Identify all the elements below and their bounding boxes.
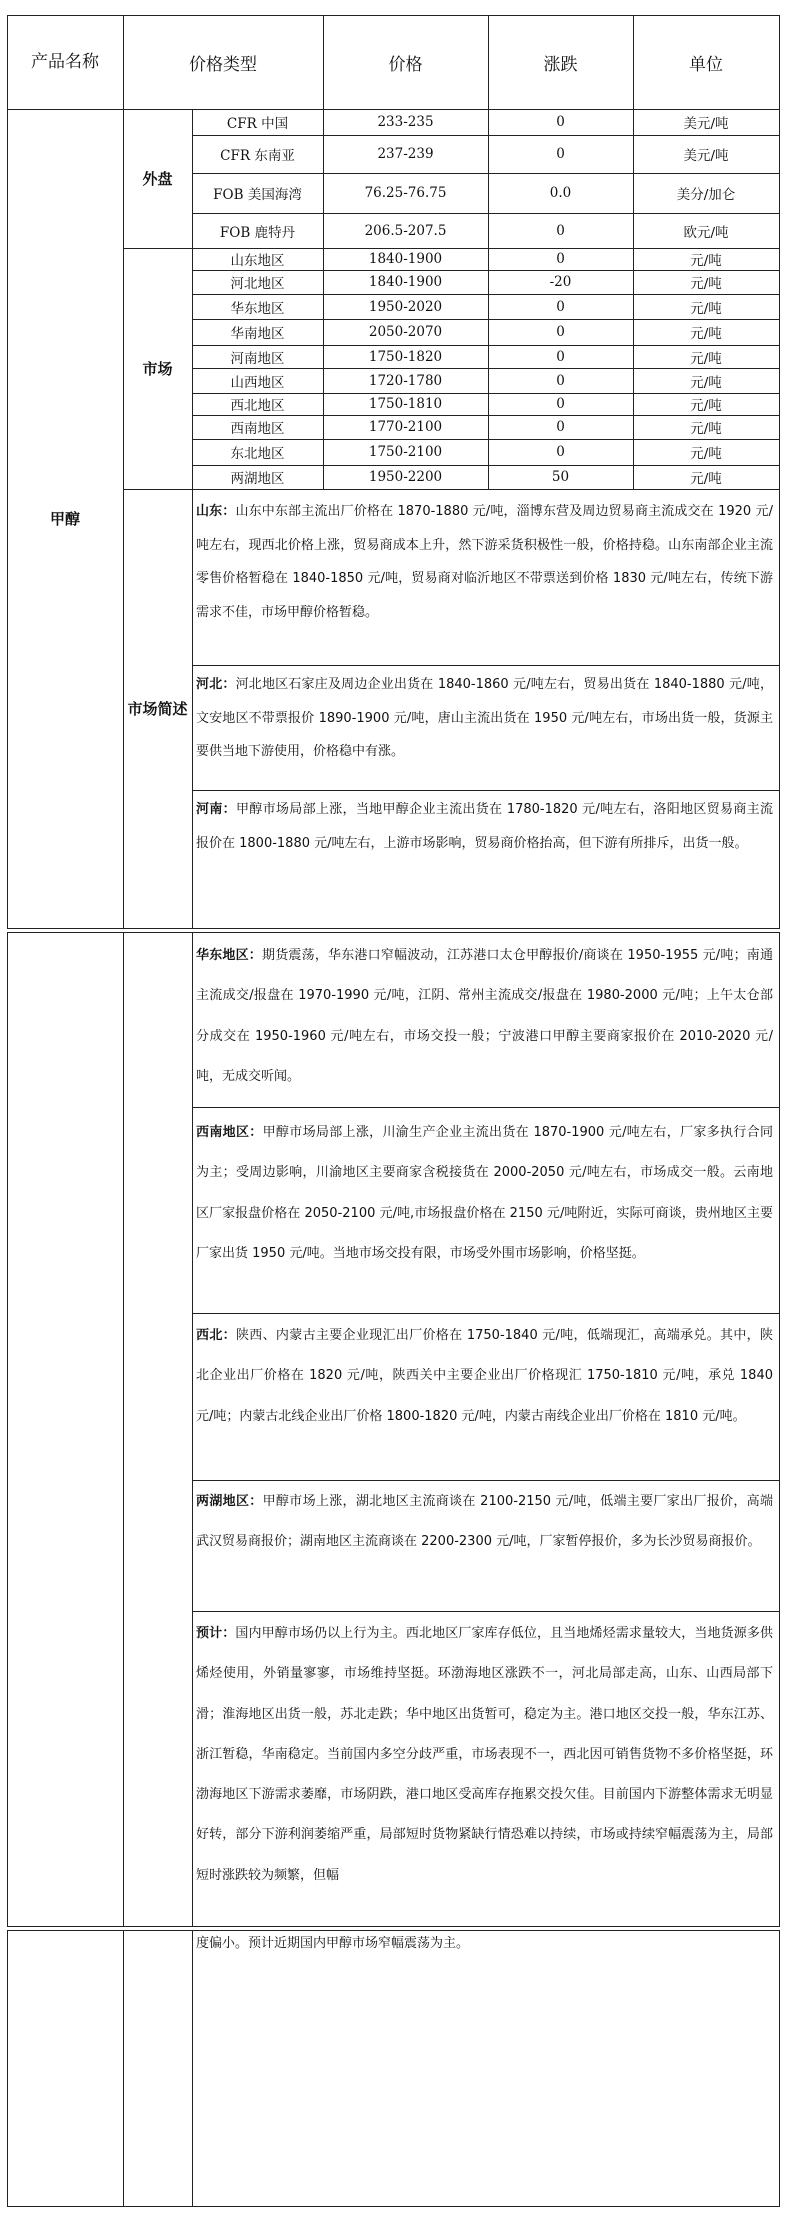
outer-row-type: CFR 中国	[226, 116, 289, 132]
outer-row-change: 0	[556, 146, 565, 162]
summary-forecast	[192, 1614, 779, 1924]
grid-line	[192, 345, 780, 346]
outer-row-type: FOB 美国海湾	[213, 187, 302, 203]
grid-line	[192, 270, 780, 271]
summary-henan	[192, 793, 779, 923]
summary-region: 华东地区：	[196, 948, 263, 963]
summary-lianghu	[192, 1482, 779, 1612]
outer-row-price: 76.25-76.75	[364, 185, 447, 201]
grid-line	[123, 1930, 124, 2207]
grid-line	[192, 294, 780, 295]
grid-line	[192, 1107, 780, 1108]
market-row-price: 1950-2020	[368, 298, 443, 315]
market-row-change: 0	[556, 372, 565, 389]
summary-region: 两湖地区：	[196, 1494, 263, 1509]
outer-row-unit: 美元/吨	[683, 116, 729, 132]
summary-hebei	[192, 668, 779, 788]
header-unit: 单位	[689, 54, 723, 75]
outer-row-change: 0.0	[549, 185, 572, 201]
market-row-type: 华东地区	[230, 300, 285, 317]
grid-line	[192, 415, 780, 416]
summary-huadong	[192, 936, 779, 1104]
product-name: 甲醇	[49, 510, 80, 528]
grid-line	[779, 15, 780, 929]
market-row-price: 1720-1780	[368, 372, 443, 389]
market-row-price: 1840-1900	[368, 274, 443, 290]
market-row-price: 2050-2070	[368, 324, 443, 340]
grid-line	[192, 1611, 780, 1612]
outer-label: 外盘	[142, 170, 173, 188]
market-row-change: 0	[556, 298, 565, 315]
grid-line	[192, 1930, 193, 2207]
summary-region: 山东：	[196, 504, 236, 519]
market-row-unit: 元/吨	[690, 471, 722, 487]
market-row-type: 山西地区	[230, 374, 285, 391]
grid-line	[123, 932, 124, 1927]
grid-line	[123, 15, 124, 929]
grid-line	[192, 213, 780, 214]
header-change: 涨跌	[543, 54, 578, 75]
market-row-price: 1750-2100	[368, 444, 443, 460]
header-product-name: 产品名称	[31, 52, 99, 72]
market-label: 市场	[142, 360, 173, 378]
grid-line	[323, 15, 324, 490]
summary-text: 山东中东部主流出厂价格在 1870-1880 元/吨，淄博东营及周边贸易商主流成交在 1920 元/吨左右，现西北价格上涨，贸易商成本上升，然下游采货积极性一般，价格持稳。山东南部企业主流零售价格暂稳在 1840-1850 元/吨，贸易商对临沂地区不带票送到价格 1830 元/吨左右，传统下游需求不佳，市场甲醇价格暂稳。	[196, 504, 773, 620]
summary-xinan	[192, 1113, 779, 1318]
market-row-unit: 元/吨	[690, 446, 722, 462]
market-row-change: -20	[549, 274, 572, 290]
market-row-unit: 元/吨	[690, 276, 722, 292]
market-row-type: 华南地区	[230, 326, 285, 342]
summary-label: 市场简述	[127, 700, 188, 718]
summary-text: 河北地区石家庄及周边企业出货在 1840-1860 元/吨左右，贸易出货在 1840-1880 元/吨，文安地区不带票报价 1890-1900 元/吨，唐山主流出货在 1950 元/吨左右，市场出货一般，货源主要供当地下游使用，价格稳中有涨。	[196, 677, 773, 759]
header-price-type: 价格类型	[189, 54, 257, 75]
grid-line	[192, 1480, 780, 1481]
market-row-unit: 元/吨	[690, 300, 722, 317]
summary-text: 陕西、内蒙古主要企业现汇出厂价格在 1750-1840 元/吨，低端现汇，高端承兑。其中，陕北企业出厂价格在 1820 元/吨，陕西关中主要企业出厂价格现汇 1750-1810 元/吨，承兑 1840 元/吨；内蒙古北线企业出厂价格 1800-1820 元/吨，内蒙古南线企业出厂价格在 1810 元/吨。	[196, 1328, 773, 1424]
header-price: 价格	[388, 54, 423, 75]
market-row-price: 1750-1820	[368, 348, 443, 365]
summary-region: 河北：	[196, 677, 236, 692]
market-row-price: 1840-1900	[368, 251, 443, 267]
grid-line	[192, 135, 780, 136]
outer-row-change: 0	[556, 222, 565, 239]
summary-region: 西南地区：	[196, 1125, 263, 1140]
grid-line	[192, 1313, 780, 1314]
outer-row-change: 0	[556, 114, 565, 130]
grid-line	[633, 15, 634, 490]
summary-text: 国内甲醇市场仍以上行为主。西北地区厂家库存低位，且当地烯烃需求量较大，当地货源多供烯烃使用，外销量寥寥，市场维持坚挺。环渤海地区涨跌不一，河北局部走高，山东、山西局部下滑；淮海地区出货一般，苏北走跌；华中地区出货暂可，稳定为主。港口地区交投一般，华东江苏、浙江暂稳，华南稳定。当前国内多空分歧严重，市场表现不一，西北因可销售货物不多价格坚挺，环渤海地区下游需求萎靡，市场阴跌，港口地区受高库存拖累交投欠佳。目前国内下游整体需求无明显好转，部分下游利润萎缩严重，局部短时货物紧缺行情恐难以持续，市场或持续窄幅震荡为主，局部短时涨跌较为频繁，但幅	[196, 1626, 773, 1883]
grid-line	[779, 1930, 780, 2207]
summary-text: 甲醇市场局部上涨，当地甲醇企业主流出货在 1780-1820 元/吨左右，洛阳地区贸易商主流报价在 1800-1880 元/吨左右，上游市场影响，贸易商价格抬高，但下游有所排斥，出货一般。	[196, 802, 773, 851]
grid-line	[192, 665, 780, 666]
grid-line	[779, 932, 780, 1927]
grid-line	[192, 790, 780, 791]
summary-region: 西北：	[196, 1328, 236, 1343]
outer-row-unit: 欧元/吨	[683, 224, 729, 241]
grid-line	[7, 932, 8, 1927]
summary-region: 预计：	[196, 1626, 236, 1641]
market-row-type: 东北地区	[230, 446, 285, 462]
grid-line	[192, 932, 193, 1927]
market-row-type: 西北地区	[230, 398, 285, 414]
market-row-change: 0	[556, 324, 565, 340]
summary-text: 甲醇市场上涨，湖北地区主流商谈在 2100-2150 元/吨，低端主要厂家出厂报价，高端武汉贸易商报价；湖南地区主流商谈在 2200-2300 元/吨，厂家暂停报价，多为长沙贸易商报价。	[196, 1494, 773, 1550]
market-row-unit: 元/吨	[690, 326, 722, 342]
market-row-change: 50	[551, 469, 570, 485]
summary-text: 期货震荡，华东港口窄幅波动，江苏港口太仓甲醇报价/商谈在 1950-1955 元/吨；南通主流成交/报盘在 1970-1990 元/吨，江阴、常州主流成交/报盘在 1980-2000 元/吨；上午太仓部分成交在 1950-1960 元/吨左右，市场交投一般；宁波港口甲醇主要商家报价在 2010-2020 元/吨，无成交听闻。	[196, 948, 773, 1084]
market-row-type: 两湖地区	[230, 471, 285, 487]
outer-row-price: 237-239	[377, 146, 434, 162]
summary-xibei	[192, 1316, 779, 1484]
market-row-unit: 元/吨	[690, 398, 722, 414]
market-row-type: 山东地区	[230, 253, 285, 269]
market-row-unit: 元/吨	[690, 350, 722, 367]
market-row-change: 0	[556, 348, 565, 365]
grid-line	[123, 489, 780, 490]
outer-row-unit: 美分/加仑	[676, 187, 736, 203]
grid-line	[192, 319, 780, 320]
market-row-price: 1770-2100	[368, 419, 443, 435]
grid-line	[7, 15, 8, 929]
grid-line	[7, 1930, 8, 2207]
market-row-type: 河南地区	[230, 350, 285, 367]
grid-line	[488, 15, 489, 490]
summary-forecast-cont: 度偏小。预计近期国内甲醇市场窄幅震荡为主。	[196, 1936, 470, 1951]
market-row-type: 河北地区	[230, 276, 285, 292]
summary-region: 河南：	[196, 802, 236, 817]
grid-line	[192, 368, 780, 369]
outer-row-price: 233-235	[377, 114, 434, 130]
market-row-change: 0	[556, 444, 565, 460]
summary-shandong	[192, 495, 779, 665]
grid-line	[192, 465, 780, 466]
market-row-change: 0	[556, 396, 565, 412]
outer-row-unit: 美元/吨	[683, 148, 729, 164]
market-row-unit: 元/吨	[690, 253, 722, 269]
grid-line	[192, 393, 780, 394]
outer-row-type: FOB 鹿特丹	[219, 224, 296, 241]
grid-line	[123, 248, 780, 249]
summary-text: 甲醇市场局部上涨，川渝生产企业主流出货在 1870-1900 元/吨左右，厂家多执行合同为主；受周边影响，川渝地区主要商家含税接货在 2000-2050 元/吨左右，市场成交一般。云南地区厂家报盘价格在 2050-2100 元/吨,市场报盘价格在 2150 元/吨附近，实际可商谈，贵州地区主要厂家出货 1950 元/吨。当地市场交投有限，市场受外围市场影响，价格坚挺。	[196, 1125, 773, 1261]
market-row-change: 0	[556, 251, 565, 267]
market-row-price: 1950-2200	[368, 469, 443, 485]
market-row-unit: 元/吨	[690, 421, 722, 437]
market-row-price: 1750-1810	[368, 396, 443, 412]
grid-line	[192, 109, 193, 929]
market-row-unit: 元/吨	[690, 374, 722, 391]
grid-line	[192, 173, 780, 174]
market-row-change: 0	[556, 419, 565, 435]
outer-row-type: CFR 东南亚	[220, 148, 295, 164]
outer-row-price: 206.5-207.5	[364, 222, 447, 239]
market-row-type: 西南地区	[230, 421, 285, 437]
grid-line	[192, 439, 780, 440]
